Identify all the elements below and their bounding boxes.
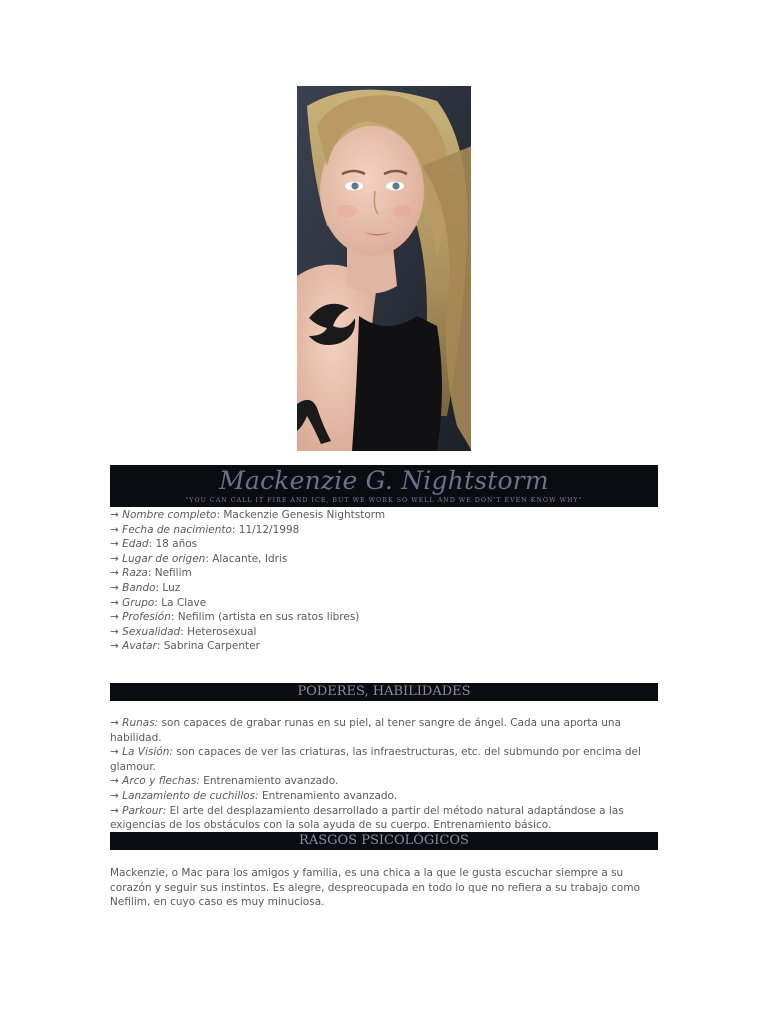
ability-text: Entrenamiento avanzado. [199, 775, 339, 788]
avatar-portrait [297, 86, 471, 451]
fact-value: : Nefilim [147, 567, 192, 580]
fact-value: : Alacante, Idris [205, 552, 288, 565]
fact-row [110, 508, 658, 523]
abilities-list [110, 716, 658, 833]
name-banner [110, 465, 658, 507]
arrow-icon: → [110, 640, 119, 653]
arrow-icon: → [110, 625, 119, 638]
arrow-icon: → [110, 538, 119, 551]
fact-value: : 18 años [148, 538, 198, 551]
fact-label: Avatar [122, 640, 157, 653]
psych-paragraph: Mackenzie, o Mac para los amigos y familia, es una chica a la que le gusta escuchar siempre a su corazón y seguir sus instintos. Es alegre, despreocupada en todo lo que no refiera a su trabajo como Nefilim, en cuyo caso es muy minuciosa. [110, 867, 641, 909]
arrow-icon: → [110, 581, 119, 594]
fact-value: : La Clave [154, 596, 207, 609]
fact-row [110, 537, 658, 552]
ability-item [110, 716, 658, 745]
fact-label: Nombre completo [122, 509, 217, 521]
ability-text: Entrenamiento avanzado. [258, 789, 398, 802]
fact-value: : Heterosexual [180, 625, 257, 638]
arrow-icon: → [110, 523, 119, 536]
abilities-heading: PODERES, HABILIDADES [110, 683, 658, 701]
arrow-icon: → [110, 717, 119, 729]
arrow-icon: → [110, 509, 119, 521]
fact-row [110, 552, 658, 567]
arrow-icon: → [110, 746, 119, 759]
character-name: Mackenzie G. Nightstorm [219, 466, 549, 495]
fact-label: Edad [122, 538, 149, 551]
fact-label: Grupo [122, 596, 155, 609]
ability-text: son capaces de ver las criaturas, las infraestructuras, etc. del submundo por encima del glamour. [110, 746, 641, 773]
arrow-icon: → [110, 596, 119, 609]
fact-label: Bando [122, 581, 156, 594]
fact-label: Sexualidad [122, 625, 181, 638]
character-quote: "YOU CAN CALL IT FIRE AND ICE, BUT WE WORK SO WELL AND WE DON'T EVEN KNOW WHY" [185, 497, 583, 504]
ability-label: Runas: [122, 717, 159, 729]
ability-item [110, 745, 658, 774]
ability-label: Arco y flechas: [122, 775, 200, 788]
arrow-icon: → [110, 789, 119, 802]
ability-label: Lanzamiento de cuchillos: [122, 789, 259, 802]
fact-row [110, 610, 658, 625]
portrait-illustration [297, 86, 471, 451]
ability-text: son capaces de grabar runas en su piel, al tener sangre de ángel. Cada una aporta una habilidad. [110, 717, 622, 744]
fact-row [110, 639, 658, 654]
fact-row [110, 523, 658, 538]
fact-row [110, 581, 658, 596]
fact-value: : Sabrina Carpenter [156, 640, 260, 653]
ability-item [110, 804, 658, 833]
psych-heading: RASGOS PSICOLÓGICOS [110, 832, 658, 850]
arrow-icon: → [110, 804, 119, 817]
fact-label: Fecha de nacimiento [122, 523, 232, 536]
ability-item [110, 789, 658, 804]
ability-text: El arte del desplazamiento desarrollado a partir del método natural adaptándose a las exigencias de los obstáculos con la sola ayuda de su cuerpo. Entrenamiento básico. [110, 804, 624, 832]
arrow-icon: → [110, 552, 119, 565]
ability-label: La Visión: [122, 746, 173, 759]
fact-label: Lugar de origen [122, 552, 206, 565]
profile-facts [110, 508, 658, 654]
fact-row [110, 566, 658, 581]
ability-item [110, 774, 658, 789]
fact-row [110, 596, 658, 611]
ability-label: Parkour: [122, 804, 167, 817]
fact-value: : Nefilim (artista en sus ratos libres) [170, 611, 360, 624]
fact-row [110, 625, 658, 640]
fact-label: Raza [122, 567, 148, 580]
fact-value: : 11/12/1998 [231, 523, 300, 536]
fact-value: : Luz [155, 581, 181, 594]
fact-value: : Mackenzie Genesis Nightstorm [216, 509, 386, 521]
arrow-icon: → [110, 567, 119, 580]
arrow-icon: → [110, 611, 119, 624]
fact-label: Profesión [122, 611, 171, 624]
arrow-icon: → [110, 775, 119, 788]
